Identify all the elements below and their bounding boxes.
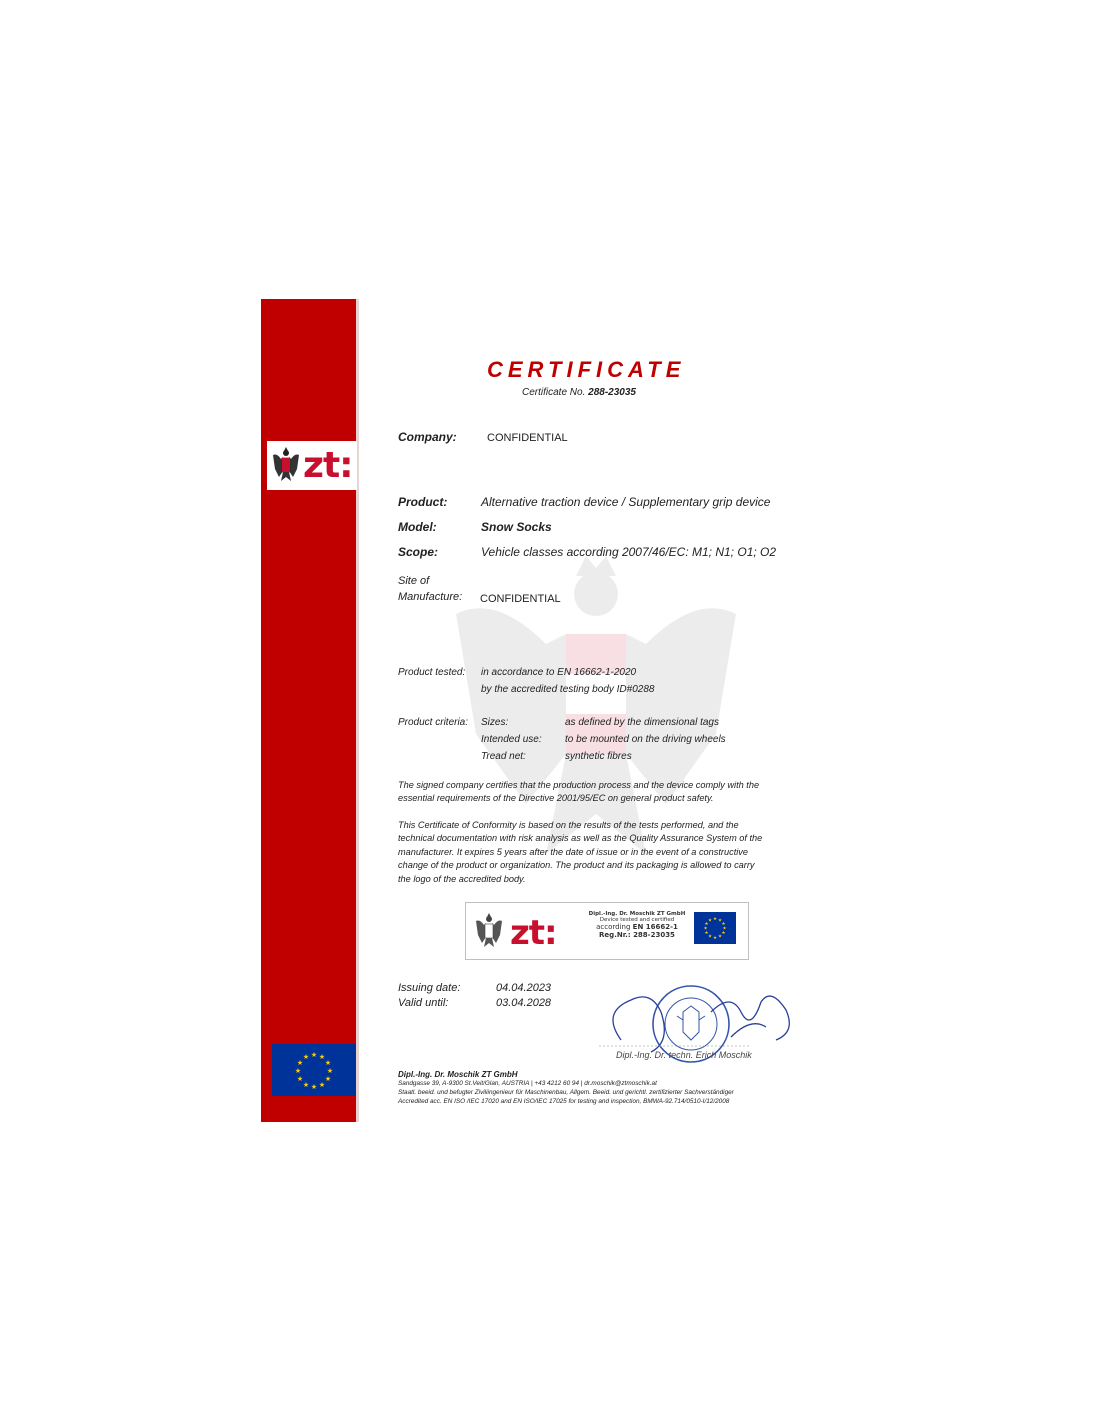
stamp-reg-number: Reg.Nr.: 288-23035 xyxy=(599,931,675,939)
cert-no-label: Certificate No. xyxy=(522,387,586,398)
svg-text:★: ★ xyxy=(324,1075,332,1083)
zt-brand-text: zt: xyxy=(303,445,353,486)
site-value: CONFIDENTIAL xyxy=(480,593,561,605)
svg-text:★: ★ xyxy=(707,918,713,924)
stamp-according: according xyxy=(596,923,631,931)
stamp-tested: Device tested and certified xyxy=(599,917,675,923)
side-bar-edge xyxy=(356,299,359,1122)
red-side-bar xyxy=(261,299,356,1122)
criteria-tread-value: synthetic fibres xyxy=(565,751,632,762)
stamp-text xyxy=(582,911,692,939)
svg-text:★: ★ xyxy=(721,931,726,936)
issuing-date-value: 04.04.2023 xyxy=(496,982,552,994)
site-label-line1: Site of xyxy=(398,575,430,587)
certification-mark xyxy=(465,902,749,960)
certificate-number xyxy=(522,387,636,398)
austrian-eagle-icon xyxy=(474,907,504,953)
svg-text:★: ★ xyxy=(326,1067,334,1075)
paragraph2-line: manufacturer. It expires 5 years after the date of issue or in the event of a constructive xyxy=(398,846,748,857)
certificate-page xyxy=(261,299,821,1122)
svg-text:★: ★ xyxy=(318,1053,326,1061)
valid-until-label: Valid until: xyxy=(398,997,449,1009)
svg-text:★: ★ xyxy=(324,1059,332,1067)
stamp-zt-brand: zt: xyxy=(510,913,557,953)
svg-text:★: ★ xyxy=(294,1067,302,1075)
company-value: CONFIDENTIAL xyxy=(487,432,568,444)
paragraph2-line: technical documentation with risk analysis as well as the Quality Assurance System of the xyxy=(398,833,763,844)
stamp-company: Dipl.-Ing. Dr. Moschik ZT GmbH xyxy=(588,911,686,917)
eu-flag-icon xyxy=(694,912,736,944)
svg-text:★: ★ xyxy=(707,934,713,940)
footer-qualification: Staatl. beeid. und befugter Ziviliingenieur für Maschinenbau, Allgem. Beeid. und gerichtl. zertifizierter Sachverständiger xyxy=(398,1089,734,1096)
svg-text:★: ★ xyxy=(302,1081,310,1089)
svg-text:★: ★ xyxy=(310,1083,318,1091)
svg-text:★: ★ xyxy=(318,1081,326,1089)
company-label: Company: xyxy=(398,430,457,444)
scope-value: Vehicle classes according 2007/46/EC: M1; N1; O1; O2 xyxy=(481,545,777,559)
zt-logo-side xyxy=(267,441,357,490)
product-tested-label: Product tested: xyxy=(398,667,466,678)
criteria-use-value: to be mounted on the driving wheels xyxy=(565,734,726,745)
product-tested-line2: by the accredited testing body ID#0288 xyxy=(481,684,655,695)
svg-text:★: ★ xyxy=(704,931,709,936)
eu-flag-icon xyxy=(272,1044,356,1096)
svg-text:★: ★ xyxy=(712,917,718,922)
product-tested-line1: in accordance to EN 16662-1-2020 xyxy=(481,667,637,678)
valid-until-value: 03.04.2028 xyxy=(496,997,552,1009)
issuing-date-label: Issuing date: xyxy=(398,982,461,994)
svg-text:★: ★ xyxy=(721,922,726,927)
svg-text:★: ★ xyxy=(310,1051,318,1059)
svg-text:★: ★ xyxy=(712,936,718,941)
paragraph2-line: change of the product or organization. The product and its packaging is allowed to carry xyxy=(398,860,755,871)
footer-address: Sandgasse 39, A-9300 St.Veit/Glan, AUSTRIA | +43 4212 60 94 | dr.moschik@ztmoschik.at xyxy=(398,1080,657,1087)
paragraph1-line: essential requirements of the Directive 2001/95/EC on general product safety. xyxy=(398,793,714,804)
svg-text:★: ★ xyxy=(302,1053,310,1061)
svg-text:★: ★ xyxy=(704,922,709,927)
conformity-statement xyxy=(398,779,798,806)
footer-company: Dipl.-Ing. Dr. Moschik ZT GmbH xyxy=(398,1070,518,1079)
austrian-eagle-icon xyxy=(271,443,301,485)
stamp-standard: EN 16662-1 xyxy=(632,923,678,931)
svg-text:★: ★ xyxy=(722,926,727,932)
svg-text:★: ★ xyxy=(296,1075,304,1083)
criteria-tread-key: Tread net: xyxy=(481,751,526,762)
paragraph2-line: the logo of the accredited body. xyxy=(398,873,526,884)
footer-accreditation: Accredited acc. EN ISO /IEC 17020 and EN ISO/IEC 17025 for testing and inspection, BMWA-92.714/0510-I/12/2008 xyxy=(398,1098,730,1105)
paragraph1-line: The signed company certifies that the production process and the device comply with the xyxy=(398,780,760,790)
model-label: Model: xyxy=(398,520,437,534)
certificate-title: CERTIFICATE xyxy=(487,357,686,382)
scope-label: Scope: xyxy=(398,545,439,559)
certificate-basis-paragraph xyxy=(398,819,798,886)
cert-no-value: 288-23035 xyxy=(588,387,636,398)
model-value: Snow Socks xyxy=(481,520,552,534)
signatory-name: Dipl.-Ing. Dr. techn. Erich Moschik xyxy=(616,1050,752,1060)
site-label-line2: Manufacture: xyxy=(398,591,463,603)
svg-text:★: ★ xyxy=(717,918,723,924)
criteria-sizes-key: Sizes: xyxy=(481,717,509,728)
criteria-use-key: Intended use: xyxy=(481,734,542,745)
product-criteria-label: Product criteria: xyxy=(398,717,469,728)
product-value: Alternative traction device / Supplementary grip device xyxy=(481,495,771,509)
svg-text:★: ★ xyxy=(717,934,723,940)
paragraph2-line: This Certificate of Conformity is based on the results of the tests performed, and the xyxy=(398,820,739,830)
product-label: Product: xyxy=(398,495,448,509)
criteria-sizes-value: as defined by the dimensional tags xyxy=(565,717,719,728)
svg-text:★: ★ xyxy=(703,926,708,932)
svg-text:★: ★ xyxy=(296,1059,304,1067)
